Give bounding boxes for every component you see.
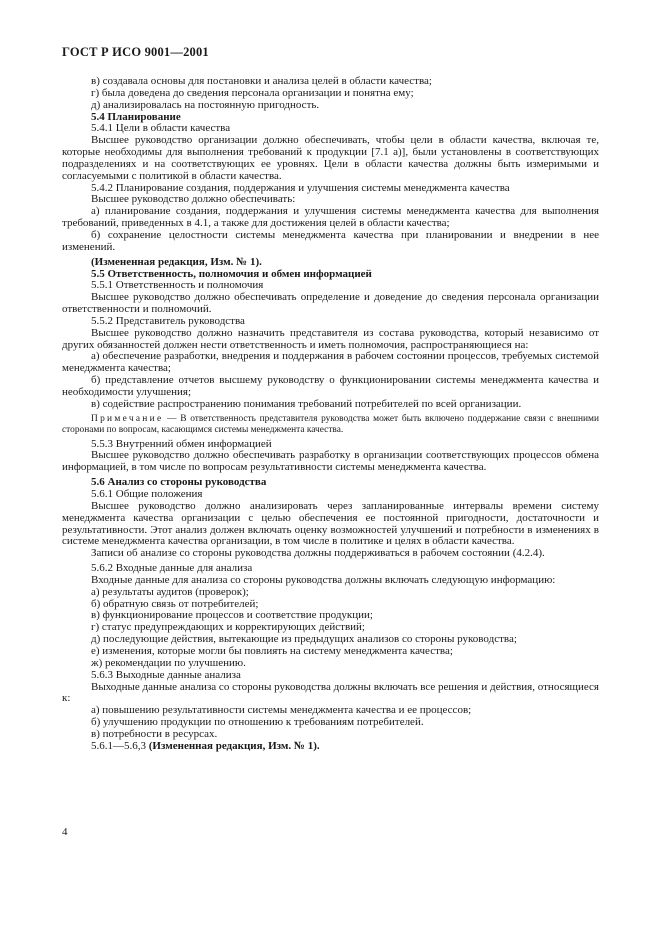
clause-range: 5.6.1—5.6,3 <box>91 739 146 752</box>
document-header: ГОСТ Р ИСО 9001—2001 <box>62 45 209 59</box>
paragraph: Высшее руководство должно назначить представителя из состава руководства, который независимо от других обязанностей должен нести ответственность и иметь полномочия, распространяющиеся на: <box>62 326 599 351</box>
amendment-line <box>62 741 599 753</box>
paragraph: Высшее руководство должно обеспечивать определение и доведение до сведения персонала организации ответственности и полномочий. <box>62 291 599 316</box>
paragraph: Высшее руководство должно обеспечивать: <box>91 193 296 206</box>
paragraph: Входные данные для анализа со стороны руководства должны включать следующую информацию: <box>91 573 556 586</box>
section-heading: 5.6 Анализ со стороны руководства <box>91 476 267 489</box>
list-item: б) улучшению продукции по отношению к требованиям потребителей. <box>91 716 424 729</box>
amendment-note: (Измененная редакция, Изм. № 1). <box>148 739 320 752</box>
subsection-heading: 5.4.1 Цели в области качества <box>91 122 231 135</box>
note-label: Примечание <box>91 413 164 424</box>
section-heading: 5.4 Планирование <box>91 110 181 123</box>
list-item: в) потребности в ресурсах. <box>91 727 218 740</box>
list-item: б) представление отчетов высшему руководству о функционировании системы менеджмента качества и необходимости улучшения; <box>62 374 599 398</box>
paragraph: Высшее руководство организации должно обеспечивать, чтобы цели в области качества, включая те, которые необходимы для выполнения требований к продукции [7.1 а)], были установлены в соответствующих подразделениях и на соответствующих ее уровнях. Цели в области качества должны быть измеримыми и согласуемыми с политикой в области качества. <box>62 134 599 182</box>
amendment-note: (Измененная редакция, Изм. № 1). <box>91 255 262 268</box>
note-text: — В ответственность представителя руководства может быть включено поддержание связи с внешними сторонами по вопросам, касающимся системы менеджмента качества. <box>62 413 599 435</box>
subsection-heading: 5.4.2 Планирование создания, поддержания и улучшения системы менеджмента качества <box>91 181 510 194</box>
subsection-heading: 5.6.2 Входные данные для анализа <box>91 562 253 575</box>
list-item: г) была доведена до сведения персонала организации и понятна ему; <box>91 86 414 99</box>
section-heading: 5.5 Ответственность, полномочия и обмен информацией <box>91 267 372 280</box>
list-item: в) содействие распространению понимания требований потребителей по всей организации. <box>91 397 522 410</box>
list-item: а) результаты аудитов (проверок); <box>91 585 249 598</box>
paragraph: Выходные данные анализа со стороны руководства должны включать все решения и действия, относящиеся к: <box>62 680 599 705</box>
list-item: а) планирование создания, поддержания и улучшения системы менеджмента качества для выполнения требований, приведенных в 4.1, а также для достижения целей в области качества; <box>62 205 599 230</box>
subsection-heading: 5.5.2 Представитель руководства <box>91 314 245 327</box>
list-item: ж) рекомендации по улучшению. <box>91 656 246 669</box>
document-body <box>62 76 599 753</box>
subsection-heading: 5.6.1 Общие положения <box>91 488 203 500</box>
subsection-heading: 5.5.1 Ответственность и полномочия <box>91 279 264 292</box>
subsection-heading: 5.5.3 Внутренний обмен информацией <box>91 437 272 450</box>
page-number: 4 <box>62 826 68 838</box>
list-item: д) анализировалась на постоянную пригодность. <box>91 98 320 111</box>
list-item: б) сохранение целостности системы менеджмента качества при планировании и внедрении в нее изменений. <box>62 228 599 253</box>
paragraph: Высшее руководство должно анализировать через запланированные интервалы времени систему менеджмента качества организации с целью обеспечения ее постоянной пригодности, достаточности и результативности. Этот анализ должен включать оценку возможностей улучшений и потребности в изменениях в системе менеджмента качества организации, в том числе в политике и целях в области качества. <box>62 499 599 548</box>
paragraph: Высшее руководство должно обеспечивать разработку в организации соответствующих процессов обмена информацией, в том числе по вопросам результативности системы менеджмента качества. <box>62 449 599 474</box>
list-item: б) обратную связь от потребителей; <box>91 597 259 610</box>
list-item: в) создавала основы для постановки и анализа целей в области качества; <box>91 75 432 87</box>
subsection-heading: 5.6.3 Выходные данные анализа <box>91 668 241 681</box>
list-item: д) последующие действия, вытекающие из предыдущих анализов со стороны руководства; <box>91 633 517 646</box>
list-item: е) изменения, которые могли бы повлиять на систему менеджмента качества; <box>91 644 453 657</box>
paragraph: Записи об анализе со стороны руководства должны поддерживаться в рабочем состоянии (4.2.4). <box>91 547 545 560</box>
list-item: а) обеспечение разработки, внедрения и поддержания в рабочем состоянии процессов, требуемых системой менеджмента качества; <box>62 350 599 375</box>
list-item: в) функционирование процессов и соответствие продукции; <box>91 609 373 622</box>
note-paragraph <box>62 414 599 436</box>
list-item: г) статус предупреждающих и корректирующих действий; <box>91 621 365 634</box>
list-item: а) повышению результативности системы менеджмента качества и ее процессов; <box>91 704 472 717</box>
